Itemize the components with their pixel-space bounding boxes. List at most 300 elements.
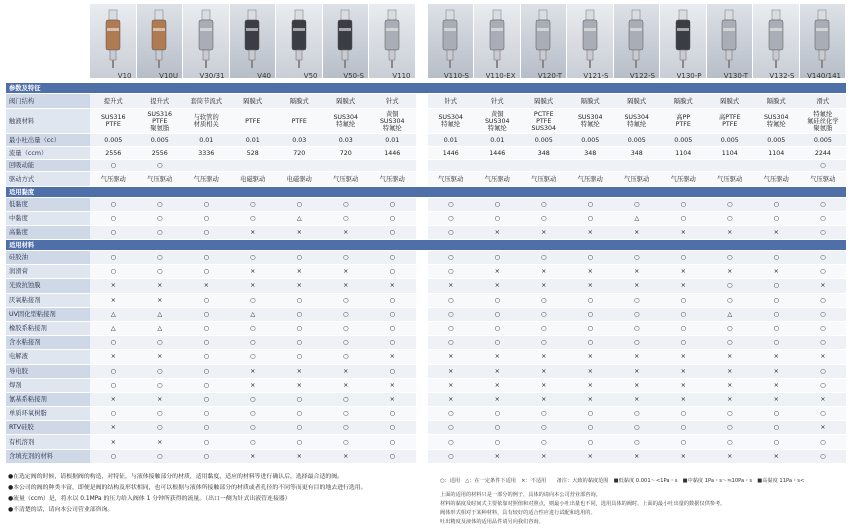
table-cell: PTFE [276, 109, 323, 134]
table-cell: × [567, 279, 614, 293]
table-cell: × [323, 226, 370, 240]
table-cell: ○ [521, 198, 568, 212]
table-cell: × [323, 279, 370, 293]
product-photo [137, 4, 184, 78]
table-cell: ○ [707, 435, 754, 449]
column-gap [416, 147, 428, 160]
table-row [6, 378, 846, 392]
table-row [6, 307, 846, 321]
table-cell: × [614, 279, 661, 293]
table-cell: SUS304 特氟纶 [614, 109, 661, 134]
table-cell: 1446 [428, 147, 475, 160]
table-cell: 0.01 [230, 134, 277, 147]
table-cell: ○ [90, 407, 137, 421]
valve-image [144, 8, 174, 74]
table-cell: 套筒节流式 [183, 94, 230, 109]
table-cell: ○ [428, 336, 475, 350]
table-cell: ○ [800, 407, 847, 421]
table-cell: 隔膜式 [323, 94, 370, 109]
table-cell: PCTFE PTFE SUS304 [521, 109, 568, 134]
table-cell: 气压驱动 [521, 172, 568, 187]
table-cell: ○ [323, 321, 370, 335]
table-cell: 针式 [474, 94, 521, 109]
table-cell: ○ [276, 350, 323, 364]
table-cell: ○ [800, 212, 847, 226]
table-cell: ○ [90, 226, 137, 240]
table-cell: ○ [90, 251, 137, 265]
table-cell: ○ [428, 212, 475, 226]
product-name: V130-T [723, 72, 748, 78]
table-cell: × [230, 265, 277, 279]
table-cell: × [707, 378, 754, 392]
table-cell: ○ [474, 336, 521, 350]
table-cell: ○ [183, 364, 230, 378]
table-cell: ○ [753, 293, 800, 307]
column-gap [416, 449, 428, 463]
table-cell: ○ [183, 407, 230, 421]
table-cell: ○ [137, 265, 184, 279]
table-cell: ○ [369, 293, 416, 307]
table-cell: × [660, 378, 707, 392]
table-cell: × [137, 293, 184, 307]
product-photo [183, 4, 230, 78]
table-cell: × [753, 265, 800, 279]
table-cell: ○ [369, 307, 416, 321]
table-cell: ○ [183, 350, 230, 364]
table-cell: × [707, 449, 754, 463]
table-cell: ○ [567, 321, 614, 335]
table-cell: 0.005 [90, 134, 137, 147]
table-cell: × [753, 226, 800, 240]
table-cell: × [428, 350, 475, 364]
table-cell: ○ [183, 435, 230, 449]
table-cell: 1104 [707, 147, 754, 160]
table-cell: ○ [800, 265, 847, 279]
table-cell: ○ [276, 336, 323, 350]
table-cell: 气压驱动 [567, 172, 614, 187]
table-row [6, 407, 846, 421]
table-row [6, 435, 846, 449]
section-title: 适用材料 [6, 240, 846, 251]
table-cell: ○ [800, 364, 847, 378]
table-row [6, 421, 846, 435]
table-cell: △ [707, 307, 754, 321]
table-cell: 0.005 [614, 134, 661, 147]
table-cell: ○ [660, 307, 707, 321]
table-cell: 0.03 [276, 134, 323, 147]
table-cell: ○ [753, 307, 800, 321]
table-cell: ○ [753, 435, 800, 449]
table-row [6, 336, 846, 350]
table-cell: ○ [567, 293, 614, 307]
table-cell: × [276, 279, 323, 293]
row-label: 厌氧粘接剂 [6, 293, 90, 307]
row-label: 硅胶油 [6, 251, 90, 265]
table-cell: PTFE [230, 109, 277, 134]
table-cell: ○ [753, 212, 800, 226]
product-name: V10 [117, 72, 132, 78]
table-cell: 隔膜式 [521, 94, 568, 109]
section-title: 适用黏度 [6, 187, 846, 198]
table-cell: × [323, 378, 370, 392]
table-cell: × [183, 279, 230, 293]
table-cell: 气压驱动 [369, 172, 416, 187]
table-cell: × [137, 392, 184, 406]
table-cell: 1446 [474, 147, 521, 160]
table-cell: × [800, 279, 847, 293]
table-cell: ○ [183, 198, 230, 212]
table-cell: × [521, 350, 568, 364]
table-cell: ○ [230, 293, 277, 307]
table-cell [276, 160, 323, 172]
table-cell: × [369, 350, 416, 364]
column-gap [416, 307, 428, 321]
product-photo [474, 4, 521, 78]
table-cell: SUS304 特氟纶 [567, 109, 614, 134]
product-name: V50 [303, 72, 318, 78]
table-cell: ○ [660, 212, 707, 226]
table-cell: × [614, 449, 661, 463]
table-cell: × [567, 449, 614, 463]
table-cell: 黄铜 SUS304 特氟纶 [474, 109, 521, 134]
table-cell: ○ [660, 321, 707, 335]
product-name: V132-S [769, 72, 795, 78]
product-name: V122-S [629, 72, 655, 78]
table-cell: ○ [276, 321, 323, 335]
table-cell: ○ [230, 350, 277, 364]
table-cell: ○ [428, 251, 475, 265]
table-cell: × [567, 378, 614, 392]
table-cell: × [753, 350, 800, 364]
table-cell: ○ [707, 407, 754, 421]
table-cell: ○ [276, 307, 323, 321]
table-cell: ○ [323, 336, 370, 350]
table-cell: 高PTFE PTFE [707, 109, 754, 134]
column-gap [416, 350, 428, 364]
table-cell: ○ [521, 435, 568, 449]
valve-image [575, 8, 605, 74]
table-cell: × [521, 279, 568, 293]
row-label: 导电胶 [6, 364, 90, 378]
table-cell: × [567, 364, 614, 378]
table-row [6, 226, 846, 240]
table-cell: 黄铜 SUS304 特氟纶 [369, 109, 416, 134]
table-cell: ○ [521, 421, 568, 435]
table-cell: × [276, 364, 323, 378]
table-cell: ○ [137, 407, 184, 421]
table-cell: ○ [474, 293, 521, 307]
table-cell: × [521, 265, 568, 279]
table-row [6, 265, 846, 279]
table-cell: ○ [800, 449, 847, 463]
table-cell: × [230, 364, 277, 378]
table-cell: ○ [183, 392, 230, 406]
table-cell: ○ [428, 265, 475, 279]
table-cell: × [230, 279, 277, 293]
product-name: V130-P [676, 72, 702, 78]
row-label: 含水粘接剂 [6, 336, 90, 350]
table-cell: ○ [707, 198, 754, 212]
table-cell: ○ [369, 336, 416, 350]
table-cell: × [474, 392, 521, 406]
product-photo [614, 4, 661, 78]
table-cell: 隔膜式 [707, 94, 754, 109]
table-cell: ○ [137, 251, 184, 265]
table-cell: ○ [474, 212, 521, 226]
table-row [6, 251, 846, 265]
table-cell: ○ [369, 198, 416, 212]
table-cell: × [614, 226, 661, 240]
table-cell: ○ [230, 251, 277, 265]
row-label: 流量（ccm） [6, 147, 90, 160]
table-cell: ○ [369, 321, 416, 335]
table-cell: ○ [707, 336, 754, 350]
table-cell: ○ [614, 435, 661, 449]
table-cell: ○ [323, 212, 370, 226]
table-cell: 气压驱动 [753, 172, 800, 187]
table-cell: × [521, 392, 568, 406]
table-cell: 气压驱动 [90, 172, 137, 187]
table-cell: ○ [567, 407, 614, 421]
table-cell [474, 160, 521, 172]
product-name: V110-S [443, 72, 469, 78]
table-row [6, 198, 846, 212]
table-cell: × [521, 226, 568, 240]
table-cell: × [660, 226, 707, 240]
table-cell: × [614, 265, 661, 279]
table-cell: 1446 [369, 147, 416, 160]
valve-image [761, 8, 791, 74]
table-cell: ○ [90, 198, 137, 212]
column-gap [416, 160, 428, 172]
row-label: 驱动方式 [6, 172, 90, 187]
table-cell: ○ [614, 198, 661, 212]
row-label: 最小吐出量（cc） [6, 134, 90, 147]
table-cell: ○ [90, 364, 137, 378]
product-photo [90, 4, 137, 78]
table-cell: 720 [276, 147, 323, 160]
column-gap [416, 435, 428, 449]
table-cell: × [707, 364, 754, 378]
row-label: 低黏度 [6, 198, 90, 212]
table-cell: × [521, 449, 568, 463]
table-cell: × [137, 435, 184, 449]
table-cell: 1104 [753, 147, 800, 160]
note-line: ●流量（ccm）是，将水以 0.1MPa 的压力给入阀体 1 分钟所获得的流量。（出口一侧为针式出液管连接器） [8, 496, 291, 502]
valve-spec-table [6, 83, 846, 464]
table-row [6, 350, 846, 364]
table-row [6, 279, 846, 293]
table-cell: ○ [614, 307, 661, 321]
table-cell: △ [90, 321, 137, 335]
table-cell: ○ [183, 336, 230, 350]
table-cell [567, 160, 614, 172]
table-cell: ○ [707, 279, 754, 293]
table-cell: ○ [369, 449, 416, 463]
table-cell: × [276, 265, 323, 279]
table-row [6, 293, 846, 307]
table-cell: ○ [614, 251, 661, 265]
product-name: V110 [392, 72, 411, 78]
product-photo [369, 4, 416, 78]
table-cell: 气压驱动 [137, 172, 184, 187]
row-label: RTV硅胶 [6, 421, 90, 435]
table-cell: × [567, 350, 614, 364]
table-cell: ○ [90, 336, 137, 350]
table-cell: ○ [369, 435, 416, 449]
table-cell: ○ [474, 321, 521, 335]
row-label: 中黏度 [6, 212, 90, 226]
table-row [6, 392, 846, 406]
table-cell: 348 [521, 147, 568, 160]
table-cell: ○ [521, 251, 568, 265]
column-gap [416, 251, 428, 265]
table-cell: ○ [521, 293, 568, 307]
table-cell: 电磁驱动 [230, 172, 277, 187]
table-cell: 高PP PTFE [660, 109, 707, 134]
table-cell: ○ [474, 198, 521, 212]
table-cell: 气压驱动 [614, 172, 661, 187]
table-cell: ○ [90, 160, 137, 172]
table-cell: 针式 [369, 94, 416, 109]
column-gap [416, 265, 428, 279]
table-cell: ○ [660, 198, 707, 212]
table-cell: △ [90, 307, 137, 321]
product-photo [660, 4, 707, 78]
product-photo [753, 4, 800, 78]
table-cell: ○ [660, 421, 707, 435]
table-cell: ○ [428, 198, 475, 212]
table-cell: ○ [614, 293, 661, 307]
table-row [6, 94, 846, 109]
table-cell: × [800, 392, 847, 406]
valve-image [191, 8, 221, 74]
table-cell: × [474, 279, 521, 293]
table-row [6, 321, 846, 335]
table-cell: ○ [567, 307, 614, 321]
note-line: ●不清楚的话，请向本公司营业部咨询。 [8, 507, 114, 513]
table-cell: × [428, 378, 475, 392]
column-gap [416, 392, 428, 406]
table-cell: 隔膜式 [230, 94, 277, 109]
table-cell: ○ [428, 449, 475, 463]
table-cell: 2244 [800, 147, 847, 160]
table-cell [660, 160, 707, 172]
table-cell: ○ [614, 407, 661, 421]
table-cell: ○ [521, 336, 568, 350]
table-cell: ○ [230, 336, 277, 350]
table-cell: ○ [276, 293, 323, 307]
note-line: 阀体形式相对于某种材料，具有较好的适合性应进行试配和选用的。 [440, 510, 596, 516]
table-cell: 隔膜式 [660, 94, 707, 109]
column-gap [416, 421, 428, 435]
table-cell: × [521, 364, 568, 378]
table-cell [428, 160, 475, 172]
table-cell: ○ [428, 407, 475, 421]
table-cell: ○ [800, 226, 847, 240]
column-gap [416, 198, 428, 212]
table-cell: ○ [137, 226, 184, 240]
table-cell: ○ [90, 449, 137, 463]
table-cell: ○ [707, 212, 754, 226]
table-cell: △ [137, 321, 184, 335]
table-cell: 气压驱动 [183, 172, 230, 187]
table-cell: ○ [567, 212, 614, 226]
product-photo [707, 4, 754, 78]
table-cell: ○ [800, 321, 847, 335]
table-cell: 348 [614, 147, 661, 160]
column-gap [416, 134, 428, 147]
row-label: 焊剂 [6, 378, 90, 392]
table-cell: ○ [369, 251, 416, 265]
table-cell: × [660, 265, 707, 279]
table-cell [369, 160, 416, 172]
table-cell: △ [137, 307, 184, 321]
row-label: 氰基系粘接剂 [6, 392, 90, 406]
table-cell: × [753, 449, 800, 463]
table-cell: ○ [137, 212, 184, 226]
table-cell: × [800, 350, 847, 364]
column-gap [416, 336, 428, 350]
table-cell: × [660, 392, 707, 406]
valve-image [377, 8, 407, 74]
table-cell: ○ [521, 307, 568, 321]
table-cell: ○ [137, 378, 184, 392]
table-cell: ○ [230, 435, 277, 449]
table-cell: ○ [428, 435, 475, 449]
table-cell: ○ [137, 364, 184, 378]
table-cell: ○ [230, 212, 277, 226]
table-cell: ○ [660, 251, 707, 265]
table-cell: 隔膜式 [567, 94, 614, 109]
table-cell: 720 [323, 147, 370, 160]
column-gap [416, 321, 428, 335]
table-cell [753, 160, 800, 172]
table-cell: × [800, 421, 847, 435]
column-gap [416, 364, 428, 378]
column-gap [416, 407, 428, 421]
table-cell: SUS304 特氟纶 [323, 109, 370, 134]
table-cell: 气压驱动 [707, 172, 754, 187]
table-cell: ○ [323, 307, 370, 321]
table-cell: ○ [474, 407, 521, 421]
product-photo [276, 4, 323, 78]
table-cell: 提升式 [137, 94, 184, 109]
product-photo [567, 4, 614, 78]
table-cell: ○ [660, 407, 707, 421]
table-cell: ○ [137, 160, 184, 172]
column-gap [416, 293, 428, 307]
table-cell: × [369, 378, 416, 392]
table-row [6, 449, 846, 463]
table-cell: ○ [276, 421, 323, 435]
notes-right [440, 477, 845, 527]
product-photo [521, 4, 568, 78]
table-cell: ○ [428, 421, 475, 435]
product-photo [323, 4, 370, 78]
note-line: 上面的适用的材料只是一部分的例子，具体的请向本公司营业部咨询。 [440, 492, 601, 498]
table-cell: ○ [230, 407, 277, 421]
table-cell: ○ [183, 378, 230, 392]
table-cell: 0.01 [369, 134, 416, 147]
notes-left [8, 472, 438, 516]
note-line: ●在选定阀的时候，请根据阀的构造，对特征，与液体接触部分的材质，适用黏度，适应的材料等进行确认后，选择最合适的阀。 [8, 474, 344, 480]
product-name: V40 [257, 72, 271, 78]
table-cell: 隔膜式 [276, 94, 323, 109]
table-cell: 气压驱动 [800, 172, 847, 187]
table-cell: ○ [800, 293, 847, 307]
table-cell: × [137, 279, 184, 293]
